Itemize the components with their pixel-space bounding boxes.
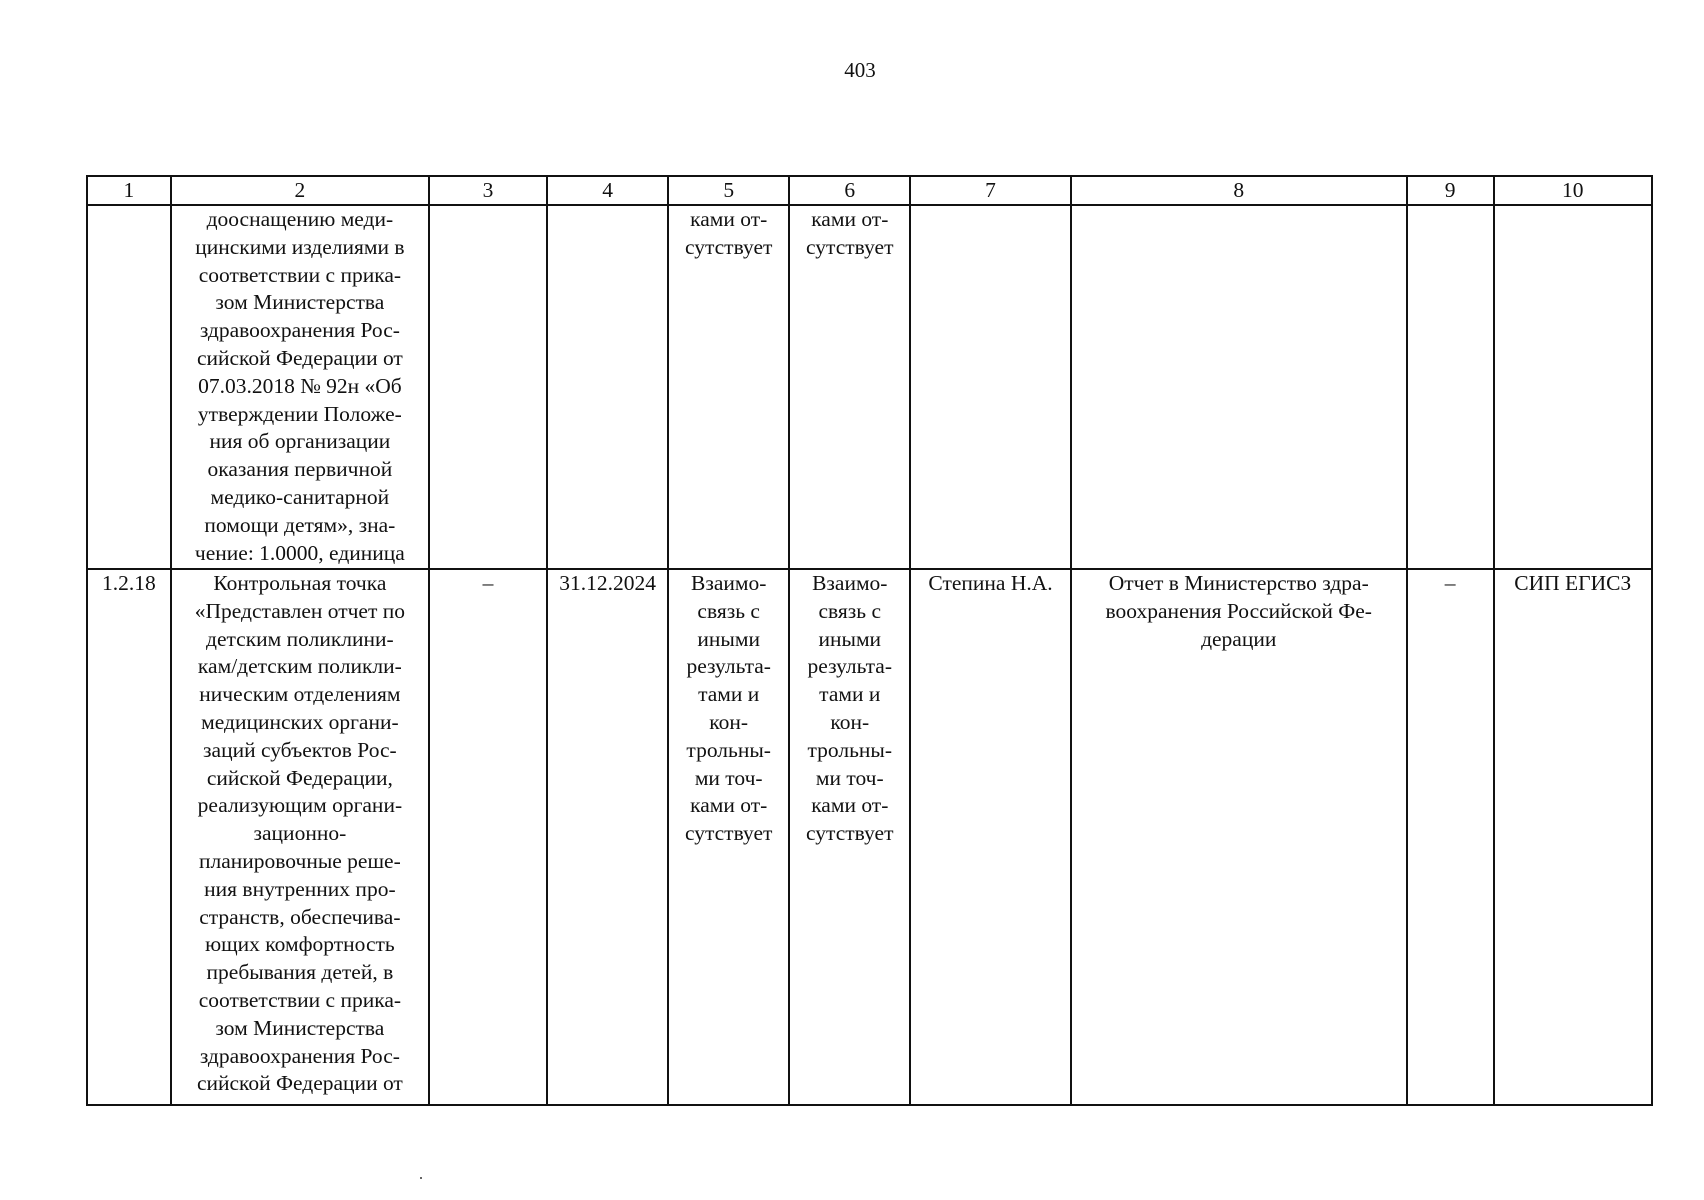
cell-text-line: заций субъектов Рос- [203, 737, 397, 762]
cell-text-line: ми точ- [815, 765, 884, 790]
cell-text-line: ми точ- [694, 765, 763, 790]
cell-text-line: кон- [830, 709, 870, 734]
cell-number [87, 205, 171, 569]
cell-text-line: планировочные реше- [199, 848, 401, 873]
cell-text-line: трольны- [686, 737, 771, 762]
column-header: 4 [547, 176, 668, 205]
cell-result [1071, 569, 1407, 1105]
cell-text-line: иными [697, 626, 760, 651]
cell-text-line: «Представлен отчет по [194, 598, 405, 623]
cell-text-line: дерации [1201, 626, 1277, 651]
cell-text-line: ками от- [811, 793, 889, 818]
cell-text-line: сутствует [806, 234, 894, 259]
cell-text-line: сутствует [806, 821, 894, 846]
cell-system [1494, 205, 1653, 569]
cell-text-line: здравоохранения Рос- [199, 318, 400, 343]
cell-date [547, 205, 668, 569]
cell-text-line: дооснащению меди- [206, 207, 394, 231]
cell-col5 [668, 569, 789, 1105]
cell-text-line: ющих комфортность [205, 932, 395, 957]
page-number: 403 [844, 58, 876, 82]
plan-table [86, 175, 1653, 1106]
cell-text-line: странств, обеспечива- [199, 904, 401, 929]
cell-text-line: медико-санитарной [210, 484, 390, 509]
cell-text-line: Взаимо- [812, 571, 888, 595]
table-row [87, 569, 1652, 1105]
cell-text-line: детским поликлини- [206, 626, 394, 651]
column-header: 8 [1071, 176, 1407, 205]
cell-text-line: Взаимо- [690, 571, 767, 595]
cell-text-line: воохранения Российской Фе- [1105, 598, 1372, 623]
cell-col6 [789, 569, 910, 1105]
column-header: 3 [429, 176, 547, 205]
cell-text-line: тами и [819, 682, 881, 707]
column-number-header-row [87, 176, 1652, 205]
cell-col3 [429, 205, 547, 569]
column-header: 5 [668, 176, 789, 205]
cell-text-line: трольны- [807, 737, 893, 762]
column-header: 7 [910, 176, 1070, 205]
cell-text-line: связь с [818, 598, 882, 623]
column-header: 9 [1407, 176, 1494, 205]
cell-text-line: ническим отделениям [199, 682, 401, 707]
cell-text-line: реализующим органи- [197, 793, 403, 818]
cell-text-line: зом Министерства [215, 1015, 385, 1040]
column-header: 6 [789, 176, 910, 205]
cell-text-line: иными [818, 626, 882, 651]
cell-col9 [1407, 205, 1494, 569]
scan-speck [420, 1177, 422, 1179]
cell-text-line: тами и [698, 682, 760, 707]
cell-text-line: чение: 1.0000, единица [194, 540, 405, 565]
cell-text-line: здравоохранения Рос- [199, 1043, 400, 1068]
cell-responsible [910, 205, 1070, 569]
cell-text-line: кам/детским поликли- [197, 654, 402, 679]
cell-text-line: Контрольная точка [213, 571, 387, 595]
cell-text-line: сутствует [684, 234, 773, 259]
cell-text-line: ками от- [690, 793, 768, 818]
cell-text-line: сутствует [684, 821, 773, 846]
cell-text-line: Отчет в Министерство здра- [1108, 571, 1369, 595]
cell-responsible: Степина Н.А. [910, 569, 1070, 1105]
cell-text-line: оказания первичной [207, 457, 393, 482]
cell-text-line: зационно- [253, 821, 347, 846]
cell-text-line: результа- [807, 654, 893, 679]
cell-text-line: связь с [697, 598, 760, 623]
cell-text-line: ния об организации [209, 429, 391, 454]
column-header: 2 [171, 176, 429, 205]
cell-text-line: ками от- [690, 207, 768, 231]
cell-text-line: помощи детям», зна- [204, 512, 396, 537]
cell-description [171, 569, 429, 1105]
cell-text-line: результа- [686, 654, 771, 679]
cell-number: 1.2.18 [87, 569, 171, 1105]
table-row [87, 205, 1652, 569]
cell-text-line: медицинских органи- [201, 709, 399, 734]
cell-text-line: цинскими изделиями в [195, 234, 405, 259]
cell-text-line: сийской Федерации от [196, 345, 403, 370]
cell-description [171, 205, 429, 569]
cell-col9: – [1407, 569, 1494, 1105]
cell-col6 [789, 205, 910, 569]
column-header: 1 [87, 176, 171, 205]
cell-date: 31.12.2024 [547, 569, 668, 1105]
cell-text-line: соответствии с прика- [198, 987, 402, 1012]
cell-text-line: пребывания детей, в [206, 960, 394, 985]
cell-text-line: утверждении Положе- [197, 401, 402, 426]
cell-text-line: кон- [709, 709, 749, 734]
cell-col5 [668, 205, 789, 569]
cell-text-line: 07.03.2018 № 92н «Об [198, 373, 402, 398]
cell-text-line: сийской Федерации от [196, 1071, 403, 1096]
cell-text-line: сийской Федерации, [206, 765, 393, 790]
cell-text-line: соответствии с прика- [198, 262, 402, 287]
column-header: 10 [1494, 176, 1653, 205]
cell-col3: – [429, 569, 547, 1105]
cell-text-line: ния внутренних про- [204, 876, 396, 901]
cell-text-line: ками от- [811, 207, 889, 231]
cell-text-line: зом Министерства [215, 290, 385, 315]
cell-result [1071, 205, 1407, 569]
cell-system: СИП ЕГИСЗ [1494, 569, 1653, 1105]
